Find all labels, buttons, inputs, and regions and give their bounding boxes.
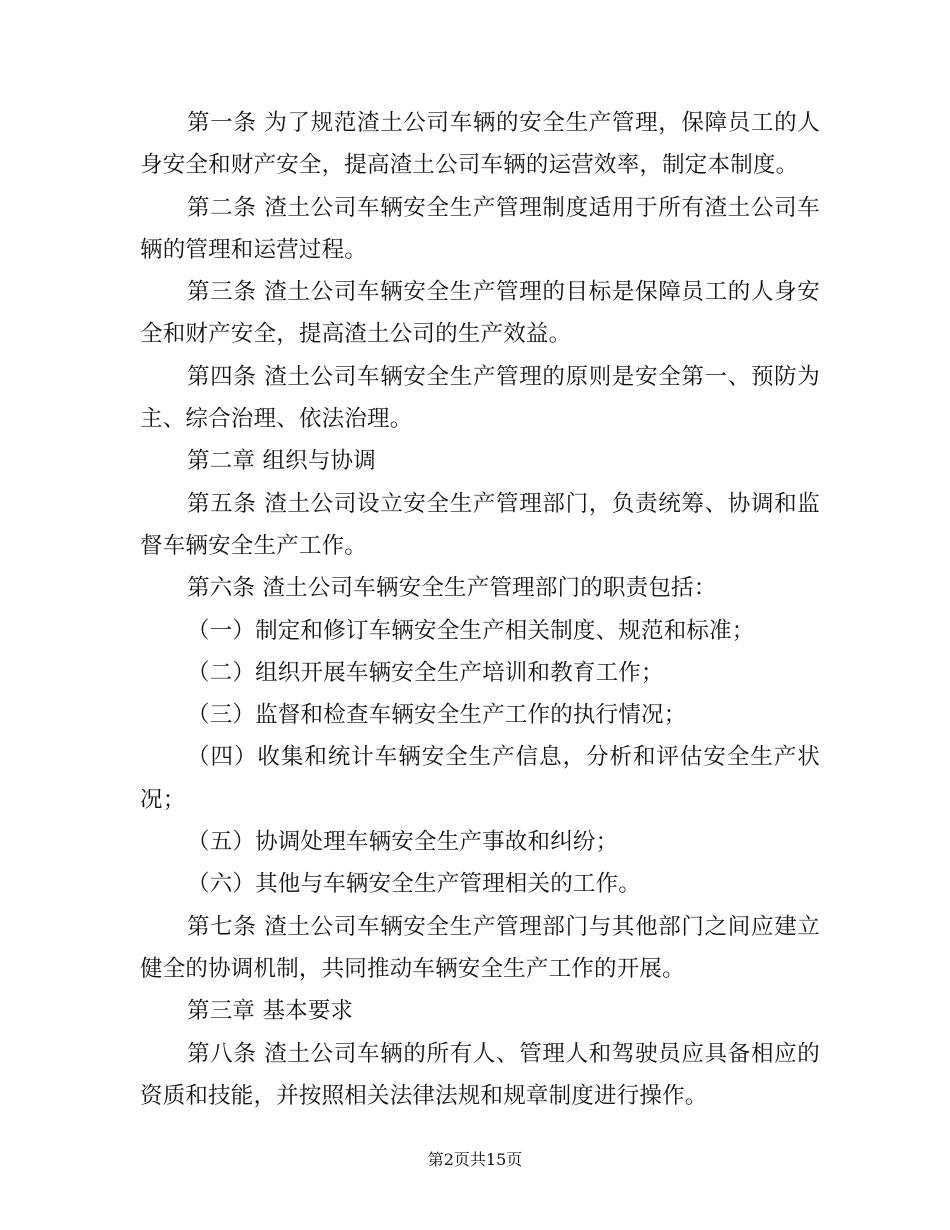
chapter-2-heading: 第二章 组织与协调 xyxy=(187,448,376,475)
document-body xyxy=(140,102,820,1117)
duty-item-5: （五）协调处理车辆安全生产事故和纠纷； xyxy=(187,829,619,856)
article-5: 第五条 渣土公司设立安全生产管理部门，负责统筹、协调和监督车辆安全生产工作。 xyxy=(140,490,820,559)
article-1: 第一条 为了规范渣土公司车辆的安全生产管理，保障员工的人身安全和财产安全，提高渣土公司车辆的运营效率，制定本制度。 xyxy=(140,110,820,179)
article-6: 第六条 渣土公司车辆安全生产管理部门的职责包括： xyxy=(187,575,717,602)
duty-item-2: （二）组织开展车辆安全生产培训和教育工作； xyxy=(187,659,664,686)
article-8: 第八条 渣土公司车辆的所有人、管理人和驾驶员应具备相应的资质和技能，并按照相关法律法规和规章制度进行操作。 xyxy=(140,1040,820,1109)
duty-item-1: （一）制定和修订车辆安全生产相关制度、规范和标准； xyxy=(187,617,755,644)
chapter-3-heading: 第三章 基本要求 xyxy=(187,998,354,1025)
duty-item-4: （四）收集和统计车辆安全生产信息，分析和评估安全生产状况； xyxy=(140,744,820,813)
duty-item-3: （三）监督和检查车辆安全生产工作的执行情况； xyxy=(187,702,687,729)
article-4: 第四条 渣土公司车辆安全生产管理的原则是安全第一、预防为主、综合治理、依法治理。 xyxy=(140,363,820,433)
article-3: 第三条 渣土公司车辆安全生产管理的目标是保障员工的人身安全和财产安全，提高渣土公司的生产效益。 xyxy=(140,279,820,348)
page-number: 第2页共15页 xyxy=(427,1150,523,1169)
article-2: 第二条 渣土公司车辆安全生产管理制度适用于所有渣土公司车辆的管理和运营过程。 xyxy=(140,194,820,263)
duty-item-6: （六）其他与车辆安全生产管理相关的工作。 xyxy=(187,871,642,898)
article-7: 第七条 渣土公司车辆安全生产管理部门与其他部门之间应建立健全的协调机制，共同推动车辆安全生产工作的开展。 xyxy=(140,913,820,982)
